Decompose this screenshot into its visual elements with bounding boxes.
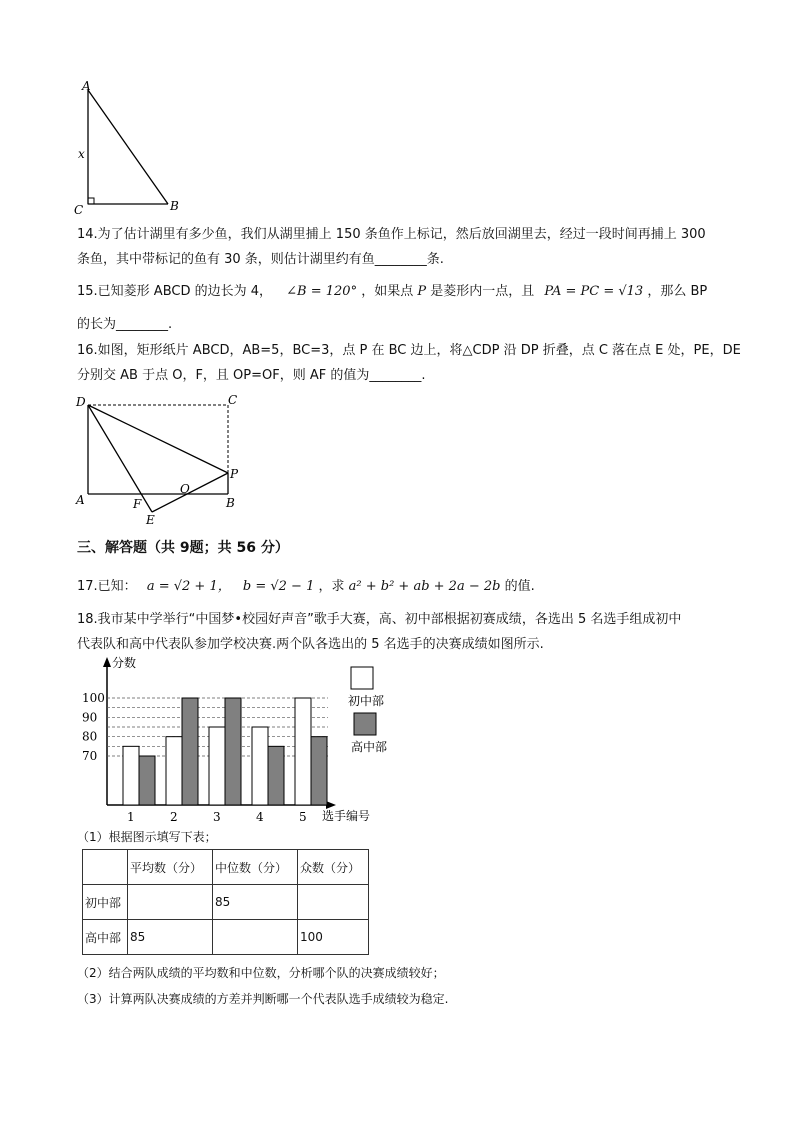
q15-angle: ∠B = 120° — [286, 284, 358, 299]
label-o: O — [180, 482, 190, 496]
table-cell: 100 — [298, 920, 369, 955]
bar-senior — [225, 698, 241, 805]
table-cell: 85 — [128, 920, 213, 955]
x-axis-title: 选手编号 — [322, 809, 371, 823]
y-axis-title: 分数 — [112, 656, 137, 670]
table-cell — [128, 885, 213, 920]
x-tick-label: 1 — [127, 810, 135, 824]
label-a: A — [76, 493, 85, 507]
q18-line2: 代表队和高中代表队参加学校决赛.两个队各选出的 5 名选手的决赛成绩如图所示. — [77, 637, 544, 652]
score-table — [82, 849, 369, 955]
q15-line1 — [77, 283, 707, 301]
x-tick-label: 3 — [213, 810, 221, 824]
label-e: E — [146, 513, 155, 527]
score-bar-chart — [76, 655, 406, 825]
q15-point-p: P — [417, 284, 427, 299]
side-ab — [88, 90, 168, 204]
q18-sub3: （3）计算两队决赛成绩的方差并判断哪一个代表队选手成绩较为稳定. — [77, 992, 449, 1006]
right-angle-mark — [88, 198, 94, 204]
bar-senior — [182, 698, 198, 805]
q15-equation: PA = PC = √13 — [544, 284, 644, 299]
legend-swatch-junior — [351, 667, 373, 689]
y-tick-label: 90 — [82, 710, 98, 725]
q16-line2: 分别交 AB 于点 O，F，且 OP=OF，则 AF 的值为________. — [77, 368, 426, 383]
q15-text-3: 是菱形内一点，且 — [430, 284, 535, 299]
label-f: F — [133, 497, 142, 511]
table-row — [83, 920, 369, 955]
label-a: A — [82, 79, 91, 93]
x-tick-label: 2 — [170, 810, 178, 824]
y-tick-label: 100 — [82, 691, 105, 705]
bar-junior — [209, 727, 225, 805]
q17-text-3: 的值. — [504, 579, 535, 594]
q18-sub1: （1）根据图示填写下表； — [77, 830, 217, 844]
table-header-cell: 中位数（分） — [213, 850, 298, 885]
table-cell: 初中部 — [83, 885, 128, 920]
table-cell — [298, 885, 369, 920]
label-p: P — [230, 467, 239, 481]
label-d: D — [76, 395, 86, 409]
q15-text-1: 15.已知菱形 ABCD 的边长为 4， — [77, 284, 273, 299]
bar-junior — [123, 746, 139, 805]
table-cell: 85 — [213, 885, 298, 920]
q17-text-1: 17.已知： — [77, 579, 137, 594]
rectangle-fold-figure — [70, 390, 250, 530]
y-tick-label: 80 — [82, 729, 98, 744]
q18-sub2: （2）结合两队成绩的平均数和中位数，分析哪个队的决赛成绩较好； — [77, 966, 445, 980]
table-row — [83, 885, 369, 920]
label-c: C — [228, 393, 238, 407]
legend-label-junior: 初中部 — [348, 694, 385, 708]
bar-junior — [252, 727, 268, 805]
q14-line2: 条鱼，其中带标记的鱼有 30 条，则估计湖里约有鱼________条. — [77, 252, 444, 267]
table-cell: 高中部 — [83, 920, 128, 955]
legend-label-senior: 高中部 — [351, 740, 388, 754]
q17-b-def: b = √2 − 1 — [242, 579, 315, 594]
x-tick-label: 4 — [256, 810, 264, 824]
table-header-cell — [83, 850, 128, 885]
label-b: B — [226, 496, 235, 510]
bar-senior — [311, 737, 327, 805]
legend-swatch-senior — [354, 713, 376, 735]
label-x: x — [78, 147, 85, 161]
triangle-figure — [70, 78, 190, 218]
q15-line2: 的长为________. — [77, 317, 173, 332]
q15-text-4: ，那么 BP — [647, 284, 708, 299]
x-tick-label: 5 — [299, 810, 307, 824]
q17-a-def: a = √2 + 1， — [146, 579, 231, 594]
q17-expression: a² + b² + ab + 2a − 2b — [348, 579, 501, 594]
bar-senior — [268, 746, 284, 805]
y-axis-arrow — [103, 657, 111, 667]
label-c: C — [74, 203, 84, 217]
q18-line1: 18.我市某中学举行“中国梦•校园好声音”歌手大赛，高、初中部根据初赛成绩，各选出 5 名选手组成初中 — [77, 612, 682, 627]
table-header-cell: 众数（分） — [298, 850, 369, 885]
segment-pe — [152, 473, 228, 512]
q17-line — [77, 578, 535, 596]
q17-text-2: ，求 — [318, 579, 345, 594]
q14-line1: 14.为了估计湖里有多少鱼，我们从湖里捕上 150 条鱼作上标记，然后放回湖里去，经过一段时间再捕上 300 — [77, 227, 706, 242]
table-header-row — [83, 850, 369, 885]
section-heading: 三、解答题（共 9题；共 56 分） — [77, 540, 289, 556]
y-tick-label: 70 — [82, 749, 98, 763]
table-header-cell: 平均数（分） — [128, 850, 213, 885]
bar-senior — [139, 756, 155, 805]
table-cell — [213, 920, 298, 955]
q15-text-2: ，如果点 — [361, 284, 414, 299]
label-b: B — [170, 199, 179, 213]
bar-junior — [295, 698, 311, 805]
q16-line1: 16.如图，矩形纸片 ABCD，AB=5，BC=3，点 P 在 BC 边上，将△CDP 沿 DP 折叠，点 C 落在点 E 处，PE，DE — [77, 343, 741, 358]
bar-junior — [166, 737, 182, 805]
